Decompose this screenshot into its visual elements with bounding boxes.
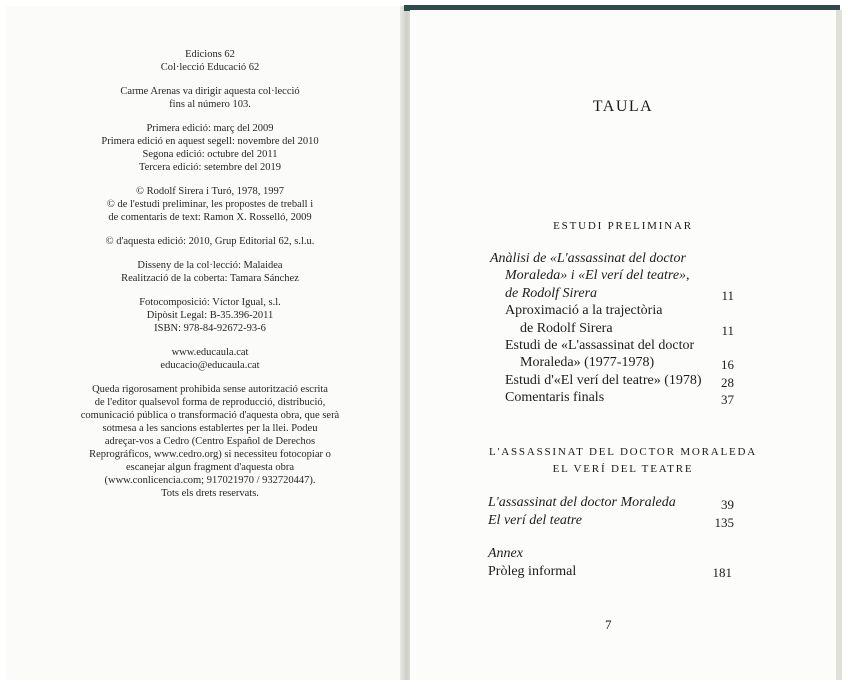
toc-page-number: 135 [714, 515, 734, 530]
colophon-line: Dipòsit Legal: B-35.396-2011 [146, 310, 274, 321]
colophon-line: Queda rigorosament prohibida sense autorització escrita [92, 384, 328, 395]
colophon [40, 48, 380, 511]
colophon-block [40, 296, 380, 335]
toc-entry: Aproximació a la trajectòria [505, 303, 663, 319]
colophon-block [40, 85, 380, 111]
annex-page-number: 181 [712, 565, 732, 580]
colophon-line: comunicació pública o transformació d'aquesta obra, que serà [80, 410, 340, 421]
toc-entry: Anàlisi de «L'assassinat del doctor [490, 251, 686, 266]
colophon-line: Tercera edició: setembre del 2019 [138, 162, 282, 173]
colophon-line: © d'aquesta edició: 2010, Grup Editorial 62, s.l.u. [105, 236, 315, 247]
page-right-edge [836, 10, 842, 680]
toc-page-number: 37 [721, 392, 734, 408]
colophon-line: de comentaris de text: Ramon X. Rosselló, 2009 [108, 212, 312, 223]
colophon-line: escanejar algun fragment d'aquesta obra [125, 462, 295, 473]
toc-page-number: 39 [721, 497, 734, 512]
section-heading-line-1: L'ASSASSINAT DEL DOCTOR MORALEDA [488, 446, 758, 458]
colophon-line: Carme Arenas va dirigir aquesta col·lecció [120, 86, 300, 97]
colophon-line: Tots els drets reservats. [161, 488, 259, 499]
colophon-block [40, 235, 380, 248]
toc-page-number: 11 [721, 322, 734, 338]
annex-label: Annex [488, 546, 523, 561]
colophon-block [40, 185, 380, 224]
colophon-line: fins al número 103. [169, 99, 251, 110]
colophon-line: © de l'estudi preliminar, les propostes de treball i [106, 199, 314, 210]
toc-entry: de Rodolf Sirera [520, 320, 613, 336]
toc-entry: Moraleda» i «El verí del teatre», [505, 268, 690, 284]
toc-entry: de Rodolf Sirera [505, 285, 598, 301]
colophon-line: sotmesa a les sancions establertes per la llei. Podeu [102, 423, 318, 434]
toc-entry: Estudi de «L'assassinat del doctor [505, 338, 695, 353]
colophon-line: Disseny de la col·lecció: Malaidea [137, 260, 283, 271]
colophon-block [40, 122, 380, 174]
colophon-line: adreçar-vos a Cedro (Centro Español de Derechos [104, 436, 316, 447]
annex-entry: Pròleg informal [488, 564, 577, 579]
section-heading-line-2: EL VERÍ DEL TEATRE [552, 463, 694, 475]
toc-entry: Moraleda» (1977-1978) [520, 355, 655, 371]
colophon-line: Segona edició: octubre del 2011 [142, 149, 278, 160]
toc-title: TAULA [592, 98, 654, 115]
colophon-line: educacio@educaula.cat [160, 360, 260, 371]
colophon-line: ISBN: 978-84-92672-93-6 [154, 323, 266, 334]
page-folio: 7 [605, 617, 612, 632]
colophon-line: de l'editor qualsevol forma de reproducció, distribució, [94, 397, 326, 408]
colophon-block [40, 259, 380, 285]
toc-entry: Estudi d'«El verí del teatre» (1978) [505, 372, 702, 388]
colophon-line: www.educaula.cat [171, 347, 249, 358]
colophon-line: Primera edició en aquest segell: novembre del 2010 [101, 136, 319, 147]
toc-page-number: 11 [721, 287, 734, 303]
colophon-line: Edicions 62 [185, 49, 235, 60]
colophon-block [40, 48, 380, 74]
colophon-block [40, 346, 380, 372]
colophon-line: Fotocomposició: Víctor Igual, s.l. [139, 297, 281, 308]
colophon-line: Primera edició: març del 2009 [146, 123, 274, 134]
section-heading-estudi: ESTUDI PRELIMINAR [553, 220, 693, 232]
colophon-line: Realització de la coberta: Tamara Sánchez [121, 273, 299, 284]
toc-page-number: 16 [721, 357, 734, 373]
toc-entry: Comentaris finals [505, 390, 605, 406]
colophon-line: © Rodolf Sirera i Turó, 1978, 1997 [136, 186, 284, 197]
toc-page-number: 28 [721, 374, 734, 390]
colophon-line: Col·lecció Educació 62 [160, 62, 260, 73]
colophon-line: (www.conlicencia.com; 917021970 / 932720447). [104, 475, 316, 486]
toc-entry: L'assassinat del doctor Moraleda [488, 495, 676, 510]
colophon-line: Reprográficos, www.cedro.org) si necessiteu fotocopiar o [89, 449, 331, 460]
colophon-block [40, 383, 380, 500]
toc-entry: El verí del teatre [488, 513, 582, 528]
